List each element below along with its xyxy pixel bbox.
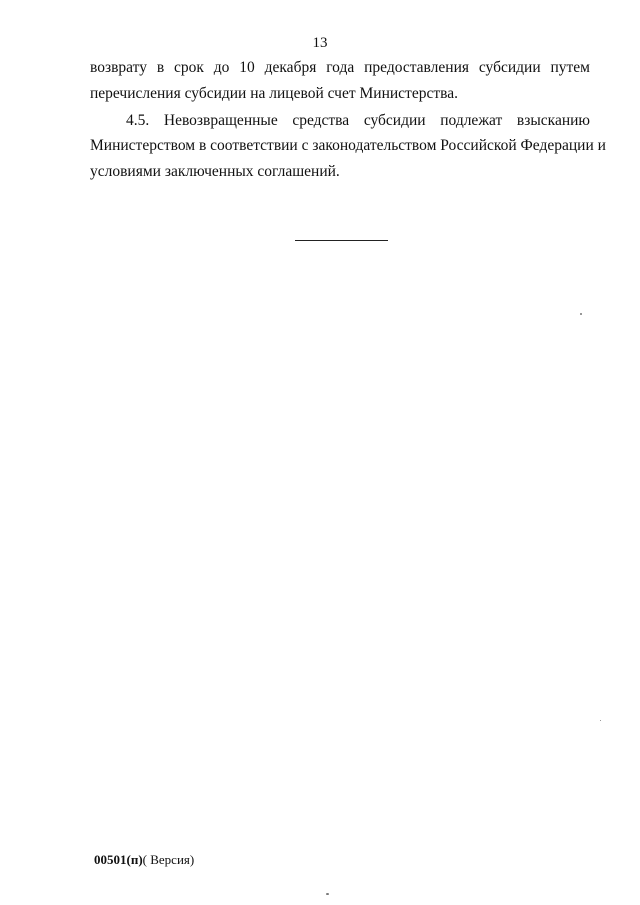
footer-version: ( Версия) (142, 852, 195, 867)
footer-code: 00501(п) (94, 852, 143, 867)
paragraph-line: возврату в срок до 10 декабря года предоставления субсидии путем (90, 59, 590, 76)
document-footer-code (94, 852, 194, 868)
scan-speck (326, 893, 329, 895)
paragraph-line: перечисления субсидии на лицевой счет Министерства. (90, 85, 458, 102)
page-number: 13 (312, 35, 328, 51)
scan-speck (580, 313, 582, 315)
paragraph-line: Министерством в соответствии с законодательством Российской Федерации и (90, 137, 606, 154)
paragraph-4-5-first-line: 4.5. Невозвращенные средства субсидии подлежат взысканию (126, 112, 590, 129)
paragraph-line: условиями заключенных соглашений. (90, 163, 340, 180)
end-of-text-divider (295, 240, 388, 241)
scan-speck (600, 720, 601, 721)
